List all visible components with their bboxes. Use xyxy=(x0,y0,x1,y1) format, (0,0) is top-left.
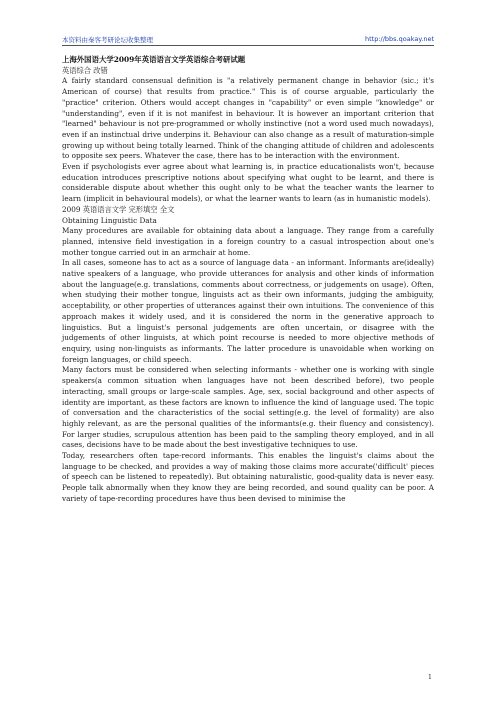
header-source-text: 本资料由秦客考研论坛收集整理 xyxy=(62,36,153,44)
passage-title: Obtaining Linguistic Data xyxy=(62,215,157,225)
page-number: 1 xyxy=(427,673,432,681)
paragraph: Today, researchers often tape-record informants. This enables the linguist's claims about the language to be checked, and provides a way of making those claims more accurate('difficult' pieces of speech can be listened to repeatedly). But obtaining naturalistic, good-quality data is never easy. People talk abnormally when they know they are being recorded, and sound quality can be poor. A variety of tape-recording procedures have thus been devised to minimise the xyxy=(62,451,434,503)
document-title: 上海外国语大学2009年英语语言文学英语综合考研试题 xyxy=(62,55,246,64)
paragraph: Many factors must be considered when selecting informants - whether one is working with single speakers(a common situation when languages have not been described before), two people interacting, small groups or large-scale samples. Age, sex, social background and other aspects of identity are important, as these factors are known to influence the kind of language used. The topic of conversation and the characteristics of the social setting(e.g. the level of formality) are also highly relevant, as are the personal qualities of the informants(e.g. their fluency and consistency). For larger studies, scrupulous attention has been paid to the sampling theory employed, and in all cases, decisions have to be made about the best investigative techniques to use. xyxy=(62,365,434,450)
document-body xyxy=(62,55,434,505)
header-url-link[interactable]: http://bbs.qoakay.net xyxy=(365,35,434,43)
paragraph: In all cases, someone has to act as a source of language data - an informant. Informants are(ideally) native speakers of a language, who provide utterances for analysis and other kinds of information about the language(e.g. translations, comments about correctness, or judgements on usage). Often, when studying their mother tongue, linguists act as their own informants, judging the ambiguity, acceptability, or other properties of utterances against their own intuitions. The convenience of this approach makes it widely used, and it is considered the norm in the generative approach to linguistics. But a linguist's personal judgements are often uncertain, or disagree with the judgements of other linguists, at which point recourse is needed to more objective methods of enquiry, using non-linguists as informants. The latter procedure is unavoidable when working on foreign languages, or child speech. xyxy=(62,258,434,364)
paragraph: Even if psychologists ever agree about what learning is, in practice educationalists won't, because education introduces prescriptive notions about specifying what ought to be learnt, and there is considerable dispute about whether this ought only to be what the teacher wants the learner to learn (implicit in behavioural models), or what the learner wants to learn (as in humanistic models). xyxy=(62,162,434,204)
header-divider xyxy=(62,45,434,46)
paragraph: A fairly standard consensual definition is "a relatively permanent change in behavior (sic.; it's American of course) that results from practice." This is of course arguable, particularly the "practice" criterion. Others would accept changes in "capability" or even simple "knowledge" or "understanding", even if it is not manifest in behaviour. It is however an important criterion that "learned" behaviour is not pre-programmed or wholly instinctive (not a word used much nowadays), even if an instinctual drive underpins it. Behaviour can also change as a result of maturation-simple growing up without being totally learned. Think of the changing attitude of children and adolescents to opposite sex peers. Whatever the case, there has to be interaction with the environment. xyxy=(62,76,434,161)
paragraph: Many procedures are available for obtaining data about a language. They range from a carefully planned, intensive field investigation in a foreign country to a casual introspection about one's mother tongue carried out in an armchair at home. xyxy=(62,226,434,257)
section-label: 英语综合 改错 xyxy=(62,65,108,75)
section-label: 2009 英语语言文学 完形填空 全文 xyxy=(62,204,175,214)
